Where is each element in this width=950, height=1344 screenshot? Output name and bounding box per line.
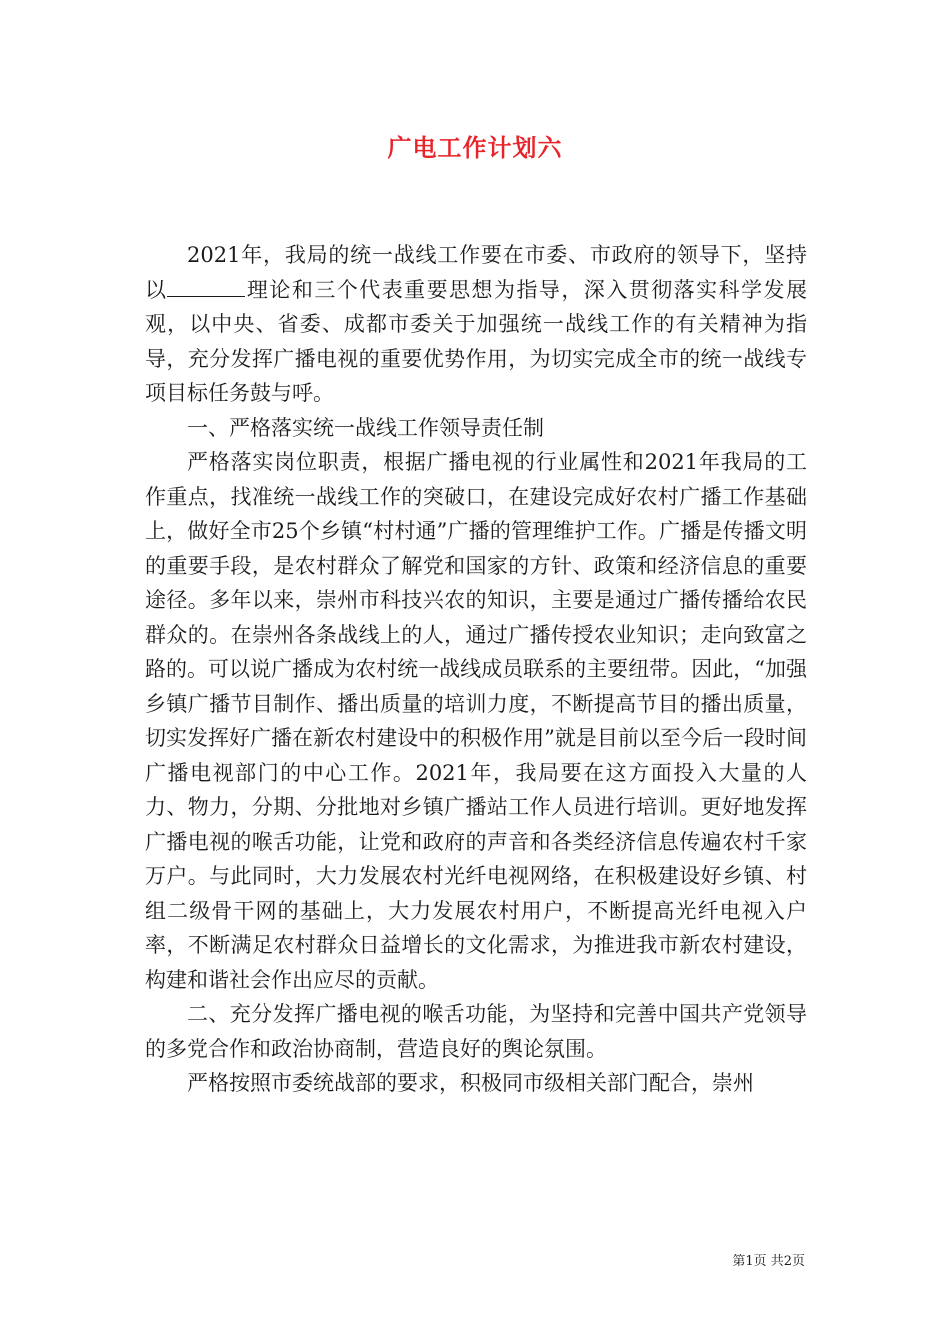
intro-paragraph [145, 238, 807, 411]
intro-text-end: 理论和三个代表重要思想为指导，深入贯彻落实科学发展观，以中央、省委、成都市委关于加强统一战线工作的有关精神为指导，充分发挥广播电视的重要优势作用，为切实完成全市的统一战线专项目标任务鼓与呼。 [145, 277, 808, 405]
fill-in-blank [167, 276, 245, 297]
document-body [145, 238, 807, 1101]
section-heading-1: 一、严格落实统一战线工作领导责任制 [187, 415, 544, 440]
document-title: 广电工作计划六 [387, 133, 563, 162]
intro-text-start: 2021年，我局的统一战线工作要在市委、市政府的领导下，坚持以 [145, 243, 807, 302]
page-number: 第1页 共2页 [732, 1254, 805, 1269]
section-heading-2: 二、充分发挥广播电视的喉舌功能，为坚持和完善中国共产党领导的多党合作和政治协商制，营造良好的舆论氛围。 [145, 1002, 807, 1061]
section-paragraph-1: 严格落实岗位职责，根据广播电视的行业属性和2021年我局的工作重点，找准统一战线工作的突破口，在建设完成好农村广播工作基础上，做好全市25个乡镇“村村通”广播的管理维护工作。广播是传播文明的重要手段，是农村群众了解党和国家的方针、政策和经济信息的重要途径。多年以来，崇州市科技兴农的知识，主要是通过广播传播给农民群众的。在崇州各条战线上的人，通过广播传授农业知识；走向致富之路的。可以说广播成为农村统一战线成员联系的主要纽带。因此，“加强乡镇广播节目制作、播出质量的培训力度，不断提高节目的播出质量，切实发挥好广播在新农村建设中的积极作用”就是目前以至今后一段时间广播电视部门的中心工作。2021年，我局要在这方面投入大量的人力、物力，分期、分批地对乡镇广播站工作人员进行培训。更好地发挥广播电视的喉舌功能，让党和政府的声音和各类经济信息传遍农村千家万户。与此同时，大力发展农村光纤电视网络，在积极建设好乡镇、村组二级骨干网的基础上，大力发展农村用户，不断提高光纤电视入户率，不断满足农村群众日益增长的文化需求，为推进我市新农村建设，构建和谐社会作出应尽的贡献。 [145, 450, 807, 992]
section-paragraph-2: 严格按照市委统战部的要求，积极同市级相关部门配合，崇州 [187, 1071, 754, 1095]
